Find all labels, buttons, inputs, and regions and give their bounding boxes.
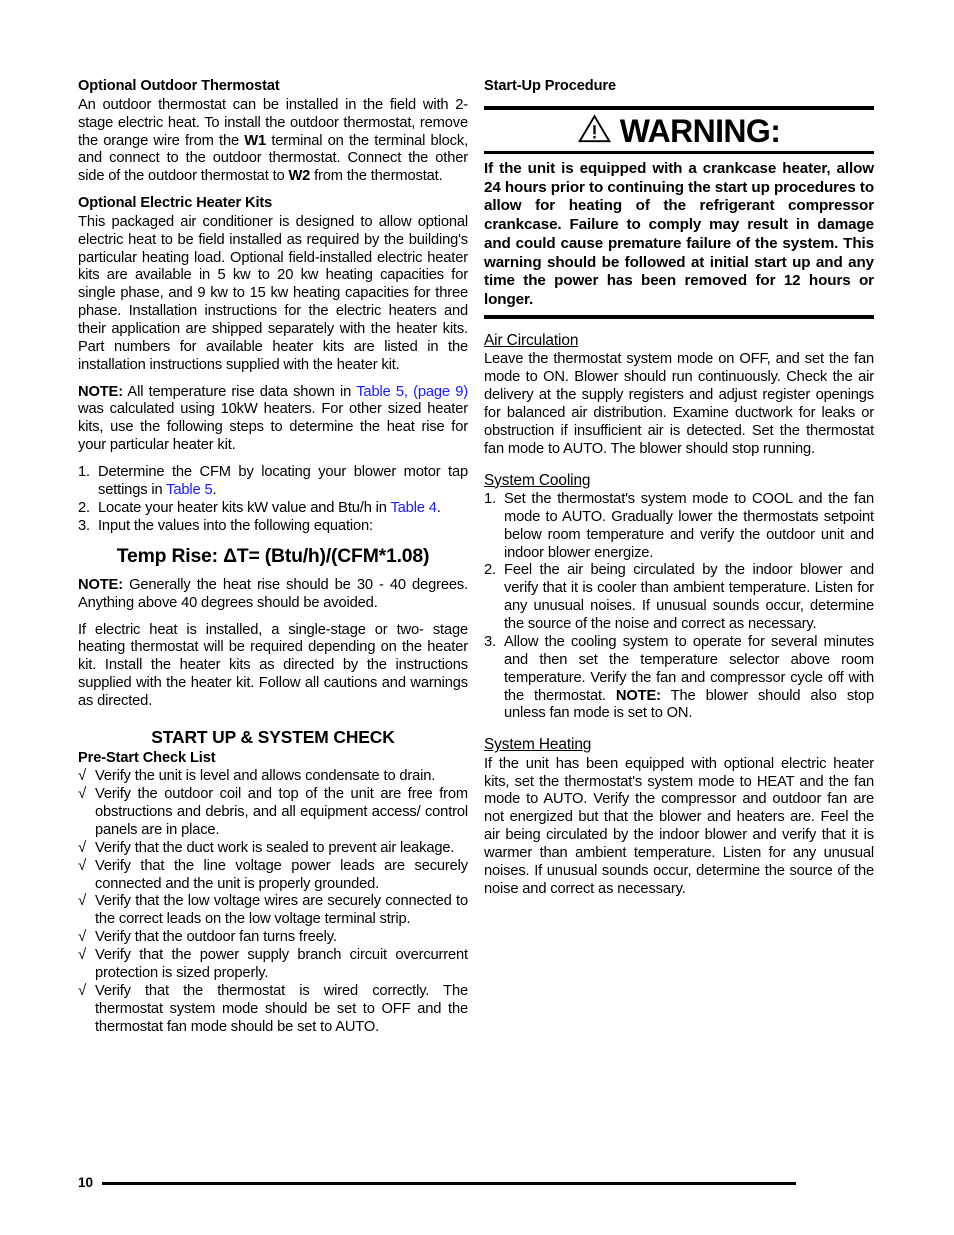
- check-mark-icon: √: [78, 981, 87, 999]
- left-column: [78, 78, 468, 1036]
- check-mark-icon: √: [78, 928, 87, 946]
- note-label: NOTE:: [78, 383, 123, 400]
- paragraph-heater-kits: This packaged air conditioner is designed to allow optional electric heat to be field installed as required by the building's particular heating load. Optional field-installed electric heater kits are available in 5 kw to 20 kw heating capacities for single phase, and 9 kw to 15 kw heating capacities for three phase. Installation instructions for the electric heaters and their application are shipped separately with the heater kits. Part numbers for available heater kits are listed in the installation instructions supplied with the heater kit.: [78, 213, 468, 373]
- list-system-cooling-steps: [484, 491, 874, 723]
- list-text-a: Input the values into the following equation:: [98, 517, 373, 534]
- list-marker: 1.: [484, 491, 496, 508]
- warning-box: [484, 106, 874, 319]
- check-mark-icon: √: [78, 767, 87, 785]
- heading-system-heating: System Heating: [484, 736, 592, 754]
- list-marker: 2.: [484, 562, 496, 579]
- warning-title: WARNING:: [619, 112, 781, 149]
- note-text: Generally the heat rise should be 30 - 40 degrees. Anything above 40 degrees should be avoided.: [78, 576, 468, 611]
- list-item: [78, 947, 468, 983]
- heading-optional-outdoor-thermostat: Optional Outdoor Thermostat: [78, 78, 280, 94]
- check-text: Verify the outdoor coil and top of the unit are free from obstructions and debris, and all equipment access/ control panels are in place.: [95, 786, 468, 839]
- heading-start-up-procedure: Start-Up Procedure: [484, 78, 617, 94]
- text-outdoor-thermostat-c: from the thermostat.: [310, 168, 443, 185]
- check-text: Verify that the low voltage wires are securely connected to the correct leads on the low voltage terminal strip.: [95, 893, 468, 928]
- warning-body-text: If the unit is equipped with a crankcase heater, allow 24 hours prior to continuing the start up procedures to allow for heating of the refrigerant compressor crankcase. Failure to comply may result in damage and could cause premature failure of the system. This warning should be followed at initial start up and any time the power has been removed for 12 hours or longer.: [484, 159, 874, 309]
- terminal-w2: W2: [288, 168, 311, 185]
- list-item: [78, 500, 468, 518]
- footer-rule: [102, 1182, 796, 1185]
- heading-air-circulation: Air Circulation: [484, 331, 579, 349]
- list-item: [484, 634, 874, 723]
- check-mark-icon: √: [78, 946, 87, 964]
- heading-start-up-system-check: START UP & SYSTEM CHECK: [151, 726, 395, 747]
- note-label: NOTE:: [615, 687, 661, 704]
- paragraph-air-circulation: Leave the thermostat system mode on OFF, and set the fan mode to ON. Blower should run continuously. Check the air delivery at the supply registers and adjust register openings for balanced air distribution. Examine ductwork for leaks or obstruction if insufficient air is detected. Set the thermostat fan mode to AUTO. The blower should stop running.: [484, 351, 874, 457]
- note-heat-rise-range: [78, 577, 468, 613]
- check-text: Verify that the thermostat is wired correctly. The thermostat system mode should be set to OFF and the thermostat fan mode should be set to AUTO.: [95, 982, 468, 1035]
- list-text-a: Allow the cooling system to operate for several minutes and then set the temperature selector above room temperature. Verify the fan and compressor cycle off with the thermostat.: [504, 633, 874, 704]
- list-item: [78, 893, 468, 929]
- list-text-b: .: [212, 481, 217, 498]
- link-table-5-page-9[interactable]: Table 5, (page 9): [356, 383, 468, 400]
- list-item: [78, 983, 468, 1037]
- check-mark-icon: √: [78, 856, 87, 874]
- text-outdoor-thermostat-a: An outdoor thermostat can be installed in the field with 2-stage electric heat. To install the outdoor thermostat, remove the orange wire from the: [78, 96, 468, 149]
- list-item: [78, 768, 468, 786]
- list-text-a: Locate your heater kits kW value and Btu/h in: [98, 499, 391, 516]
- list-item: [484, 562, 874, 633]
- list-marker: 2.: [78, 499, 90, 516]
- list-item: [78, 786, 468, 840]
- check-mark-icon: √: [78, 838, 87, 856]
- check-text: Verify that the duct work is sealed to prevent air leakage.: [95, 839, 455, 856]
- link-table-4[interactable]: Table 4: [390, 499, 437, 516]
- list-item: [78, 858, 468, 894]
- list-item: [78, 518, 468, 536]
- terminal-w1: W1: [244, 132, 267, 149]
- note-text-b: was calculated using 10kW heaters. For other sized heater kits, use the following steps to determine the heat rise for your particular heater kit.: [78, 401, 468, 454]
- right-column: [484, 78, 874, 908]
- list-item: [484, 491, 874, 562]
- list-marker: 3.: [484, 633, 496, 650]
- list-marker: 1.: [78, 464, 90, 481]
- list-text: Set the thermostat's system mode to COOL and the fan mode to AUTO. Gradually lower the thermostats setpoint below room temperature and verify the outdoor unit and indoor blower energize.: [504, 491, 874, 561]
- check-mark-icon: √: [78, 892, 87, 910]
- check-text: Verify that the power supply branch circuit overcurrent protection is sized properly.: [95, 947, 468, 981]
- check-text: Verify that the outdoor fan turns freely.: [95, 929, 337, 946]
- page-footer: [78, 1173, 874, 1193]
- warning-rule-bottom: [484, 315, 874, 319]
- list-pre-start-checks: [78, 768, 468, 1036]
- list-item: [78, 464, 468, 500]
- check-mark-icon: √: [78, 785, 87, 803]
- check-text: Verify the unit is level and allows condensate to drain.: [95, 768, 436, 785]
- text-outdoor-thermostat-b: terminal on the terminal block, and connect to the outdoor thermostat. Connect the other side of the outdoor thermostat to: [78, 132, 468, 185]
- warning-header: [484, 113, 874, 150]
- warning-rule-mid: [484, 151, 874, 154]
- list-text-b: .: [436, 499, 441, 516]
- note-label: NOTE:: [78, 576, 123, 593]
- list-text-a: Determine the CFM by locating your blower motor tap settings in: [98, 464, 468, 498]
- list-marker: 3.: [78, 517, 90, 534]
- paragraph-electric-heat-thermostat: If electric heat is installed, a single-stage or two- stage heating thermostat will be required depending on the heater kit. Install the heater kits as directed by the instructions supplied with the heater kit. Follow all cautions and warnings as directed.: [78, 621, 468, 709]
- heading-optional-electric-heater-kits: Optional Electric Heater Kits: [78, 195, 273, 212]
- paragraph-outdoor-thermostat: [78, 97, 468, 186]
- warning-rule-top: [484, 106, 874, 110]
- heading-pre-start-check-list: Pre-Start Check List: [78, 749, 216, 766]
- warning-triangle-icon: [578, 114, 611, 148]
- link-table-5[interactable]: Table 5: [166, 481, 213, 498]
- page-number: 10: [78, 1175, 94, 1191]
- list-text-b: The blower should also stop unless fan mode is set to ON.: [504, 687, 874, 722]
- list-item: [78, 929, 468, 947]
- heading-system-cooling: System Cooling: [484, 471, 591, 489]
- two-column-body: [78, 78, 874, 1108]
- list-text: Feel the air being circulated by the indoor blower and verify that it is cooler than ambient temperature. Listen for any unusual noises. If unusual sounds occur, determine the source of the noise and correct as necessary.: [504, 562, 874, 633]
- check-text: Verify that the line voltage power leads are securely connected and the unit is properly grounded.: [95, 857, 468, 892]
- equation-temp-rise: Temp Rise: ΔT= (Btu/h)/(CFM*1.08): [116, 544, 430, 567]
- note-text-a: All temperature rise data shown in: [122, 383, 357, 400]
- list-heat-rise-steps: [78, 464, 468, 535]
- note-temperature-rise: [78, 384, 468, 455]
- paragraph-system-heating: If the unit has been equipped with optional electric heater kits, set the thermostat's system mode to HEAT and the fan mode to AUTO. Verify the compressor and outdoor fan are not energized but that the blower and heaters are. Feel the air being circulated by the indoor blower and verify that it is warmer than ambient temperature. Listen for any unusual noises. If unusual sounds occur, determine the source of the noise and correct as necessary.: [484, 755, 874, 897]
- list-item: [78, 840, 468, 858]
